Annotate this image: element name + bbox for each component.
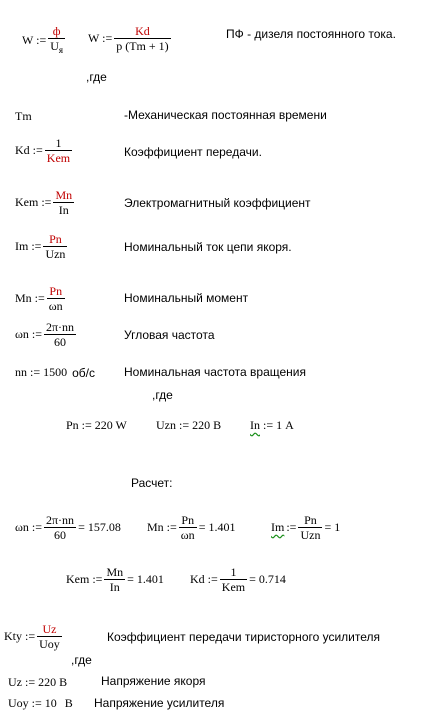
calc-mn-denominator: ωn — [180, 528, 195, 542]
mn-numerator: Pn — [47, 284, 65, 299]
calc-im-assign: := — [286, 520, 297, 534]
nn-unit: об/с — [72, 365, 95, 380]
uzn-value: Uzn := 220 В — [156, 418, 222, 432]
nn-description: Номинальная частота вращения — [124, 365, 307, 379]
uoy-unit: В — [64, 696, 73, 710]
wn-numerator: 2π·nn — [46, 320, 75, 334]
wn-lhs: ωn := — [15, 327, 42, 341]
im-fraction — [43, 232, 67, 261]
kem-fraction — [53, 188, 74, 217]
calc-kd-denominator: Kem — [221, 580, 246, 594]
w-formula — [22, 24, 65, 57]
in-symbol: In — [250, 418, 260, 432]
im-formula — [15, 232, 67, 261]
w-lhs: W := — [22, 33, 47, 47]
calc-wn-denominator: 60 — [54, 528, 67, 542]
kem-description: Электромагнитный коэффициент — [124, 196, 311, 210]
kty-numerator: Uz — [37, 622, 62, 637]
calc-kd-lhs: Kd := — [190, 572, 218, 586]
uoy-description: Напряжение усилителя — [94, 696, 225, 710]
kd-numerator: 1 — [45, 136, 72, 151]
w2-numerator: Kd — [114, 24, 170, 39]
kd-description: Коэффициент передачи. — [124, 145, 262, 159]
in-assignment: := 1 А — [263, 418, 294, 432]
gde-label-3: ,где — [71, 653, 92, 667]
gde-label-2: ,где — [152, 388, 173, 402]
kem-formula — [15, 188, 74, 217]
pn-value: Pn := 220 W — [66, 418, 127, 432]
im-denominator: Uzn — [45, 247, 66, 261]
nn-formula — [15, 365, 95, 380]
calc-mn-result: = 1.401 — [198, 520, 236, 534]
w2-lhs: W := — [88, 31, 113, 45]
kty-fraction — [37, 622, 62, 651]
mn-fraction — [47, 284, 65, 313]
wn-description: Угловая частота — [124, 328, 215, 342]
uz-value: Uz := 220 В — [8, 675, 68, 689]
calc-mn — [147, 513, 235, 542]
calc-mn-lhs: Mn := — [147, 520, 177, 534]
calc-kd — [190, 565, 286, 594]
tm-description: -Механическая постоянная времени — [124, 108, 327, 122]
kd-denominator: Kem — [46, 151, 71, 165]
calc-mn-numerator: Pn — [179, 513, 197, 528]
calc-mn-fraction — [179, 513, 197, 542]
w-fraction — [48, 24, 65, 57]
uoy-value — [8, 696, 73, 711]
tm-symbol: Tm — [15, 109, 32, 123]
calc-wn-numerator: 2π·nn — [46, 513, 75, 527]
wn-denominator: 60 — [54, 335, 67, 349]
im-numerator: Pn — [43, 232, 67, 247]
nn-lhs: nn := 1500 — [15, 365, 68, 379]
calc-kem — [66, 565, 164, 594]
calc-wn-lhs: ωn := — [15, 520, 42, 534]
calc-kd-result: = 0.714 — [249, 572, 286, 586]
kem-denominator: In — [58, 203, 69, 217]
mn-denominator: ωn — [48, 299, 63, 313]
mn-description: Номинальный момент — [124, 291, 249, 305]
uoy-lhs: Uoy := 10 — [8, 696, 57, 710]
kty-lhs: Kty := — [4, 629, 36, 643]
in-value — [250, 418, 294, 433]
kem-numerator: Mn — [55, 188, 73, 202]
kem-lhs: Kem := — [15, 195, 52, 209]
calc-im-result: = 1 — [324, 520, 341, 534]
calc-wn — [15, 513, 121, 542]
calc-kd-numerator: 1 — [220, 565, 247, 580]
calc-kem-result: = 1.401 — [127, 572, 164, 586]
kd-fraction — [45, 136, 72, 165]
calc-wn-result: = 157.08 — [78, 520, 121, 534]
calc-wn-fraction — [44, 513, 76, 542]
w-denominator: $U_я$ — [50, 39, 64, 55]
w2-formula — [88, 24, 171, 53]
kty-denominator: Uoy — [39, 637, 60, 651]
kd-lhs: Kd := — [15, 143, 43, 157]
calc-im-symbol: Im — [271, 520, 285, 534]
calc-kem-fraction — [104, 565, 125, 594]
calc-kem-denominator: In — [109, 580, 120, 594]
w-numerator: ф — [48, 24, 65, 39]
calc-im-numerator: Pn — [298, 513, 322, 528]
uz-description: Напряжение якоря — [101, 674, 206, 688]
mn-lhs: Mn := — [15, 291, 45, 305]
im-description: Номинальный ток цепи якоря. — [124, 240, 292, 254]
calc-kd-fraction — [220, 565, 247, 594]
kd-formula — [15, 136, 72, 165]
calc-kem-numerator: Mn — [106, 565, 124, 579]
raschet-label: Расчет: — [131, 476, 173, 490]
calc-kem-lhs: Kem := — [66, 572, 103, 586]
im-lhs: Im := — [15, 239, 42, 253]
wn-fraction — [44, 320, 76, 349]
kty-formula — [4, 622, 62, 651]
w2-fraction — [114, 24, 170, 53]
wn-formula — [15, 320, 76, 349]
mn-formula — [15, 284, 65, 313]
kty-description: Коэффициент передачи тиристорного усилителя — [107, 630, 381, 644]
calc-im-denominator: Uzn — [300, 528, 321, 542]
calc-im-fraction — [298, 513, 322, 542]
calc-im — [271, 513, 340, 542]
gde-label-1: ,где — [86, 70, 107, 84]
w2-denominator: p (Tm + 1) — [116, 39, 169, 53]
pf-description: ПФ - дизеля постоянного тока. — [226, 27, 396, 41]
